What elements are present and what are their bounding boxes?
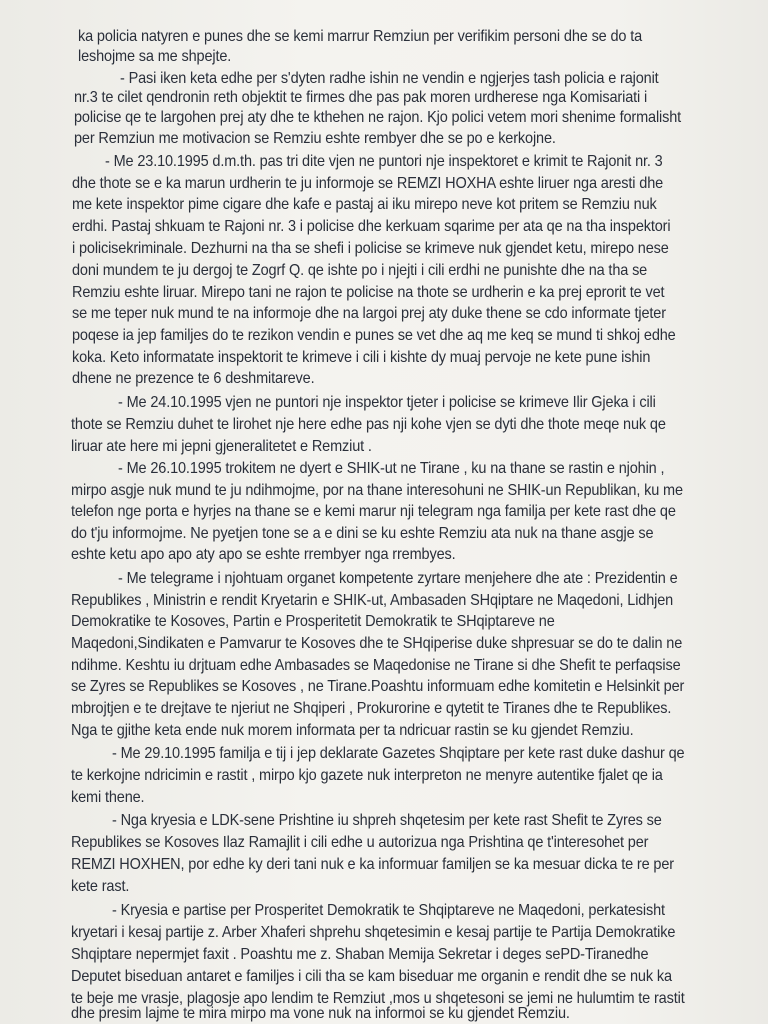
text-line: - Me 23.10.1995 d.m.th. pas tri dite vjen ne puntori nje inspektoret e krimit te Rajonit nr. 3	[105, 153, 663, 170]
text-line: te beje me vrasje, plagosje apo lendim te Remziut ,mos u shqetesoni se jemi ne hulumtim te rastit	[71, 990, 685, 1007]
text-line: poqese ia jep familjes do te rezikon vendin e punes se vet dhe aq me keq se mund ti shkoj edhe	[72, 327, 676, 344]
text-line: Republikes , Ministrin e rendit Kryetarin e SHIK-ut, Ambasaden SHqiptare ne Maqedoni, Lidhjen	[71, 592, 674, 609]
text-line: telefon nge porta e hyrjes na thane se e kemi marur nji telegram nga familja per kete rast dhe qe	[71, 503, 676, 520]
text-line: Remziu eshte liruar. Mirepo tani ne rajon te policise na thote se urdherin e ka prej eprorit te vet	[72, 284, 665, 301]
text-line: ndihme. Keshtu iu drjtuam edhe Ambasades se Maqedonise ne Tirane si dhe Shefit te perfaqsise	[71, 657, 681, 674]
text-line: Nga te gjithe keta ende nuk morem informata per ta ndricuar rastin se ku gjendet Remziu.	[71, 722, 634, 739]
text-line: do t'ju informojme. Ne pyetjen tone se a e dini se ku eshte Remziu ata nuk na thane asgje se	[71, 525, 654, 542]
text-line: dhe presim lajme te mira mirpo ma vone nuk na informoi se ku gjendet Remziu.	[71, 1005, 570, 1022]
text-line: liruar ate here mi jepni gjeneralitetet e Remziut .	[71, 438, 372, 455]
text-line: eshte ketu apo apo aty apo se eshte rrembyer nga rrembyes.	[71, 546, 456, 563]
text-line: - Me 29.10.1995 familja e tij i jep deklarate Gazetes Shqiptare per kete rast duke dashur qe	[112, 745, 685, 762]
text-line: mbrojtjen e te drejtave te njeriut ne Shqiperi , Prokurorine e qytetit te Tiranes dhe te Republikes.	[71, 700, 672, 717]
text-line: policise qe te largohen prej aty dhe te kthehen ne rajon. Kjo polici vetem mori shenime formalisht	[74, 109, 682, 126]
text-line: se Zyres se Republikes se Kosoves , ne Tirane.Poashtu informuam edhe komitetin e Helsinkit per	[71, 678, 685, 695]
text-line: kryetari i kesaj partije z. Arber Xhaferi shprehu shqetesimin e kesaj partije te Partija Demokratike	[71, 924, 676, 941]
text-line: Shqiptare nepermjet faxit . Poashtu me z. Shaban Memija Sekretar i deges sePD-Tiranedhe	[71, 946, 649, 963]
text-line: erdhi. Pastaj shkuam te Rajoni nr. 3 i policise dhe kerkuam sqarime per ata qe na tha inspektori	[72, 218, 671, 235]
text-line: koka. Keto informatate inspektorit te krimeve i cili i kishte dy muaj pervoje ne kete pune ishin	[72, 349, 651, 366]
text-line: nr.3 te cilet qendronin reth objektit te firmes dhe pas pak moren urdherese nga Komisariati i	[74, 89, 648, 106]
text-line: doni mundem te ju dergoj te Zogrf Q. qe ishte po i njejti i cili erdhi ne punishte dhe na tha se	[72, 262, 648, 279]
text-line: Republikes se Kosoves Ilaz Ramajlit i cili edhe u autorizua nga Prishtina qe t'interesohet per	[71, 834, 649, 851]
text-line: REMZI HOXHEN, por edhe ky deri tani nuk e ka informuar familjen se ka mesuar dicka te re per	[71, 856, 674, 873]
text-line: leshojme sa me shpejte.	[78, 48, 232, 65]
text-line: - Pasi iken keta edhe per s'dyten radhe ishin ne vendin e ngjerjes tash policia e rajonit	[120, 70, 659, 87]
text-line: te kerkojne ndricimin e rastit , mirpo kjo gazete nuk interpreton ne menyre autentike fjalet qe ia	[71, 767, 663, 784]
text-line: ka policia natyren e punes dhe se kemi marrur Remziun per verifikim personi dhe se do ta	[78, 28, 643, 45]
text-line: per Remziun me motivacion se Remziu eshte rembyer dhe se po e kerkojne.	[74, 130, 556, 147]
text-line: i policisekriminale. Dezhurni na tha se shefi i policise se krimeve nuk gjendet ketu, mirepo nese	[72, 240, 669, 257]
text-line: - Me 24.10.1995 vjen ne puntori nje inspektor tjeter i policise se krimeve Ilir Gjeka i cili	[118, 394, 656, 411]
text-line: Demokratike te Kosoves, Partin e Prosperitetit Demokratik te SHqiptareve ne	[71, 613, 555, 630]
text-line: thote se Remziu duhet te lirohet nje here edhe pas nji kohe vjen se dyti dhe thote meqe nuk qe	[71, 416, 666, 433]
text-line: Deputet biseduan antaret e familjes i cili tha se kam biseduar me organin e rendit dhe se nuk ka	[71, 968, 672, 985]
text-line: kete rast.	[71, 878, 130, 895]
text-line: dhene ne prezence te 6 deshmitareve.	[72, 370, 315, 387]
text-line: - Nga kryesia e LDK-sene Prishtine iu shpreh shqetesim per kete rast Shefit te Zyres se	[112, 812, 662, 829]
text-line: se me teper nuk mund te na informoje dhe na largoi prej aty duke thene se cdo informate tjeter	[72, 305, 666, 322]
text-line: dhe thote se e ka marun urdherin te ju informoje se REMZI HOXHA eshte liruer nga aresti dhe	[72, 175, 664, 192]
text-line: Maqedoni,Sindikaten e Pamvarur te Kosoves dhe te SHqiperise duke shpresuar se do te dalin ne	[71, 635, 683, 652]
text-line: - Kryesia e partise per Prosperitet Demokratik te Shqiptareve ne Maqedoni, perkatesisht	[112, 902, 665, 919]
text-line: - Me telegrame i njohtuam organet kompetente zyrtare menjehere dhe ate : Prezidentin e	[118, 570, 678, 587]
text-line: mirpo asgje nuk mund te ju ndihmojme, por na thane interesohuni ne SHIK-un Republikan, ku me	[71, 482, 683, 499]
text-line: - Me 26.10.1995 trokitem ne dyert e SHIK-ut ne Tirane , ku na thane se rastin e njohin ,	[118, 460, 665, 477]
text-line: me kete inspektor pime cigare dhe kafe e pastaj ai iku mirepo neve kot pritem se Remziu nuk	[72, 196, 657, 213]
text-line: kemi thene.	[71, 789, 145, 806]
